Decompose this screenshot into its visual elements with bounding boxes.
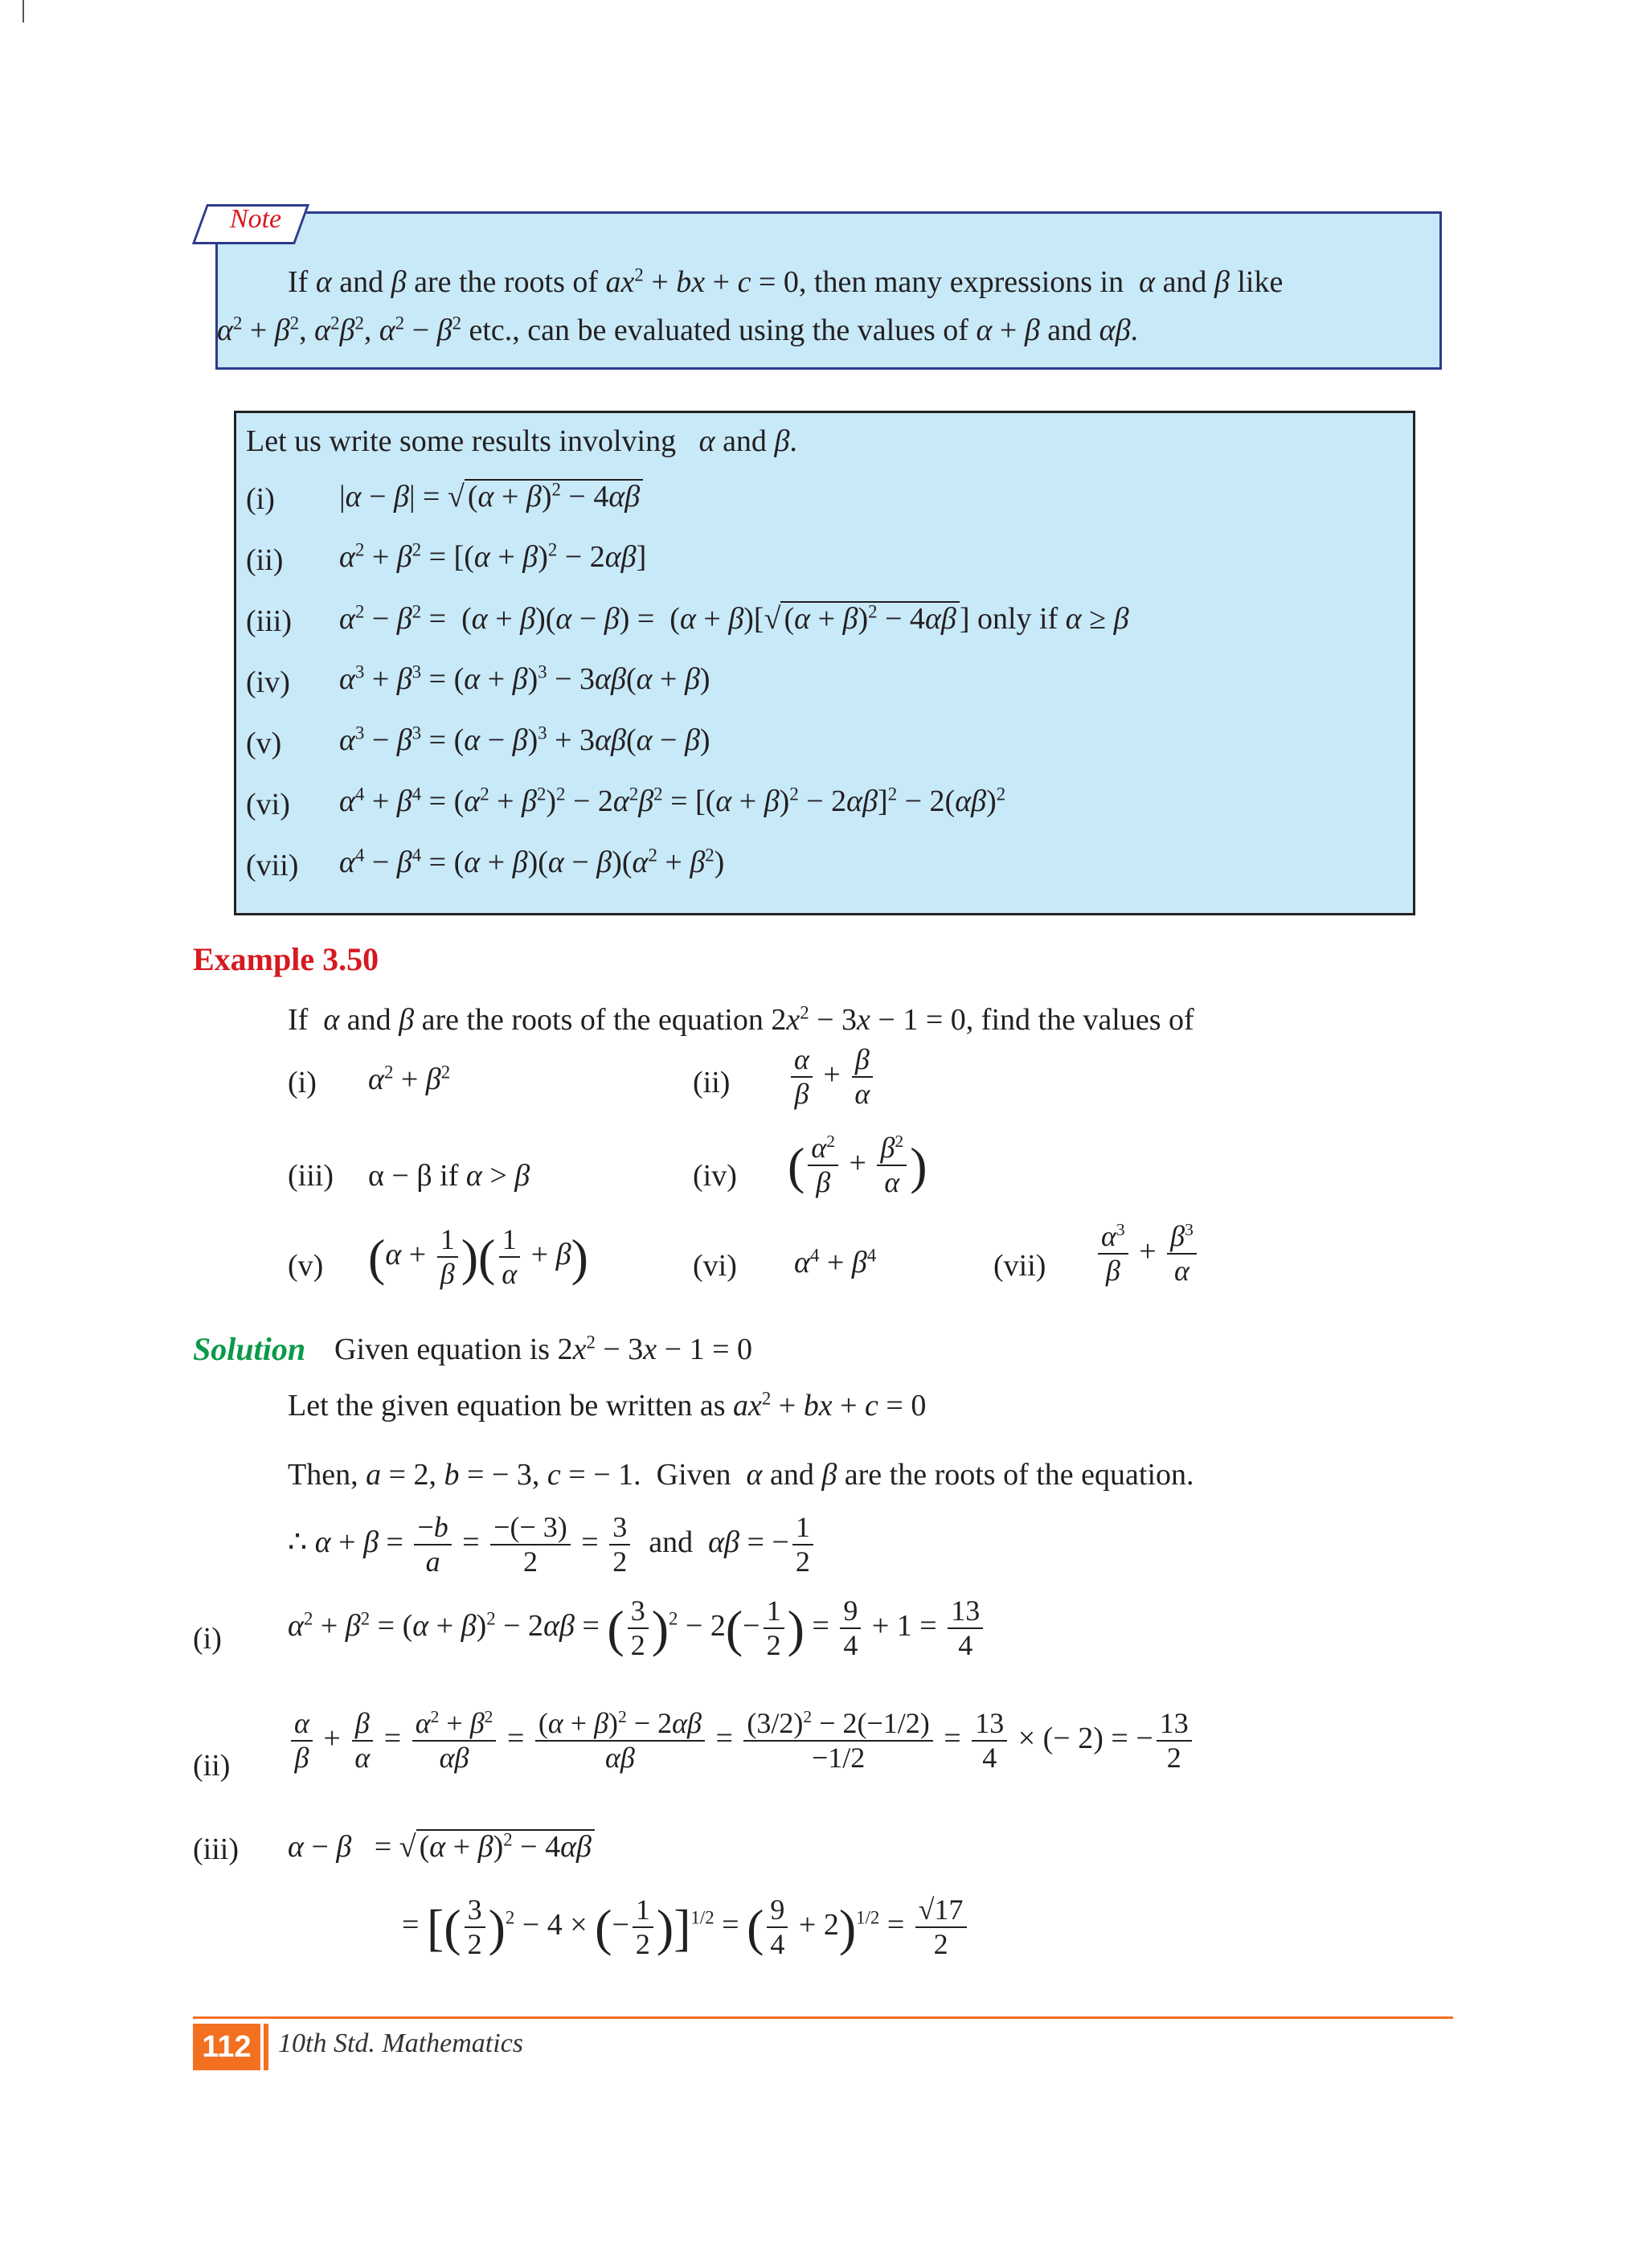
result-label-ii: (ii)	[246, 543, 284, 577]
result-formula-i: |α − β| = √ $(\alpha + \beta)^2 - 4\alpha\beta$	[339, 479, 643, 515]
footer-rule	[193, 2016, 1453, 2019]
example-item-iii: α − β if α > β	[368, 1159, 530, 1193]
example-title: Example 3.50	[193, 941, 379, 977]
solution-step-i: $\alpha^2 + \beta^2 = (\alpha + \beta)^2 - 2\alpha\beta$ = ( $\frac{3}{2}$ )$^2$ − 2(− $\frac{1}{2}$ ) = $\frac{9}{4}$ + 1 = $\frac{13}{4}$	[288, 1595, 986, 1663]
book-title: 10th Std. Mathematics	[278, 2029, 524, 2058]
result-formula-ii: $\alpha^2 + \beta^2 = [(\alpha + \beta)^2 - 2\alpha\beta]$	[339, 539, 647, 574]
note-line-2: $\alpha^2 + \beta^2$, $\alpha^2\beta^2$, $\alpha^2 - \beta^2$ etc., can be evaluated using the values of α + β and αβ.	[217, 313, 1139, 347]
example-label-iii: (iii)	[288, 1159, 334, 1193]
solution-step-iii-a: α − β = √ $(\alpha + \beta)^2 - 4\alpha\beta$	[288, 1829, 595, 1865]
solution-let: Let the given equation be written as $ax^2$ + bx + c = 0	[288, 1388, 927, 1423]
page-number: 112	[193, 2024, 260, 2070]
example-label-iv: (iv)	[693, 1159, 737, 1193]
example-item-v: (α + $\frac{1}{\beta}$ )( $\frac{1}{\alpha}$ + β)	[368, 1223, 588, 1291]
result-label-vi: (vi)	[246, 788, 290, 821]
example-label-vi: (vi)	[693, 1249, 737, 1283]
note-line-1: If α and β are the roots of $ax^2$ + bx + c = 0, then many expressions in α and β like	[288, 264, 1284, 299]
results-intro: Let us write some results involving α and β.	[246, 424, 797, 458]
example-label-v: (v)	[288, 1249, 324, 1283]
result-label-iv: (iv)	[246, 665, 290, 699]
example-label-ii: (ii)	[693, 1066, 731, 1099]
page-number-divider	[264, 2024, 268, 2070]
solution-label: Solution	[193, 1331, 306, 1367]
example-label-vii: (vii)	[993, 1249, 1046, 1283]
solution-label-i: (i)	[193, 1622, 222, 1656]
example-item-i: $\alpha^2 + \beta^2$	[368, 1062, 451, 1096]
result-label-iii: (iii)	[246, 604, 292, 638]
example-label-i: (i)	[288, 1066, 317, 1099]
solution-given: Given equation is $2x^2 - 3x - 1 = 0$	[334, 1332, 753, 1366]
result-label-v: (v)	[246, 727, 282, 760]
result-formula-v: $\alpha^3 - \beta^3 = (\alpha - \beta)^3 + 3\alpha\beta(\alpha - \beta)$	[339, 723, 710, 757]
solution-step-iii-b: = [( $\frac{3}{2}$ )$^2$ − 4 × (− $\frac{1}{2}$ )]$^{1/2}$ = ( $\frac{9}{4}$ + 2)$^{1/2}$ = $\frac{√17}{2}$	[402, 1893, 970, 1962]
solution-then: Then, a = 2, b = − 3, c = − 1. Given α and β are the roots of the equation.	[288, 1458, 1194, 1492]
example-item-ii: $\frac{\alpha}{\beta}$ + $\frac{\beta}{\alpha}$	[788, 1043, 876, 1111]
solution-step-ii: $\frac{\alpha}{\beta}$ + $\frac{\beta}{\alpha}$ = $\frac{\alpha^2 + \beta^2}{\alpha\beta}$ = $\frac{(\alpha + \beta)^2 - 2\alpha\beta}{\alpha\beta}$ = $\frac{(3/2)^2 - 2(-1/2)}{-1/2}$ = $\frac{13}{4}$ × (− 2) = − $\frac{13}{2}$	[288, 1707, 1195, 1775]
result-formula-iv: $\alpha^3 + \beta^3 = (\alpha + \beta)^3 - 3\alpha\beta(\alpha + \beta)$	[339, 661, 710, 696]
result-formula-vi: $\alpha^4 + \beta^4 = (\alpha^2 + \beta^2)^2 - 2\alpha^2\beta^2 = [(\alpha + \beta)^2 - 2\alpha\beta]^2 - 2(\alpha\beta)^2$	[339, 784, 1006, 818]
result-formula-vii: $\alpha^4 - \beta^4 = (\alpha + \beta)(\alpha - \beta)(\alpha^2 + \beta^2)$	[339, 845, 725, 879]
example-item-iv: ( $\frac{\alpha^2}{\beta}$ + $\frac{\beta^2}{\alpha}$ )	[788, 1132, 927, 1199]
solution-label-iii: (iii)	[193, 1832, 239, 1866]
example-item-vi: $\alpha^4 + \beta^4$	[794, 1245, 877, 1279]
result-label-i: (i)	[246, 482, 275, 516]
result-label-vii: (vii)	[246, 849, 299, 882]
example-item-vii: $\frac{\alpha^3}{\beta}$ + $\frac{\beta^3}{\alpha}$	[1095, 1220, 1200, 1288]
note-tag-label: Note	[229, 204, 282, 234]
solution-label-ii: (ii)	[193, 1749, 231, 1783]
result-formula-iii: $\alpha^2 - \beta^2 = (\alpha + \beta)(\alpha - \beta) = (\alpha + \beta)[√$ $(\alpha + \beta)^2 - 4\alpha\beta$ ] only if α ≥ β	[339, 601, 1129, 636]
crop-mark	[0, 0, 24, 23]
solution-sum-product: ∴ α + β = $\frac{-b}{a}$ = $\frac{-(- 3)}{2}$ = $\frac{3}{2}$ and αβ = − $\frac{1}{2}$	[288, 1511, 817, 1579]
example-statement: If α and β are the roots of the equation $2x^2 - 3x - 1 = 0$, find the values of	[288, 1002, 1194, 1037]
